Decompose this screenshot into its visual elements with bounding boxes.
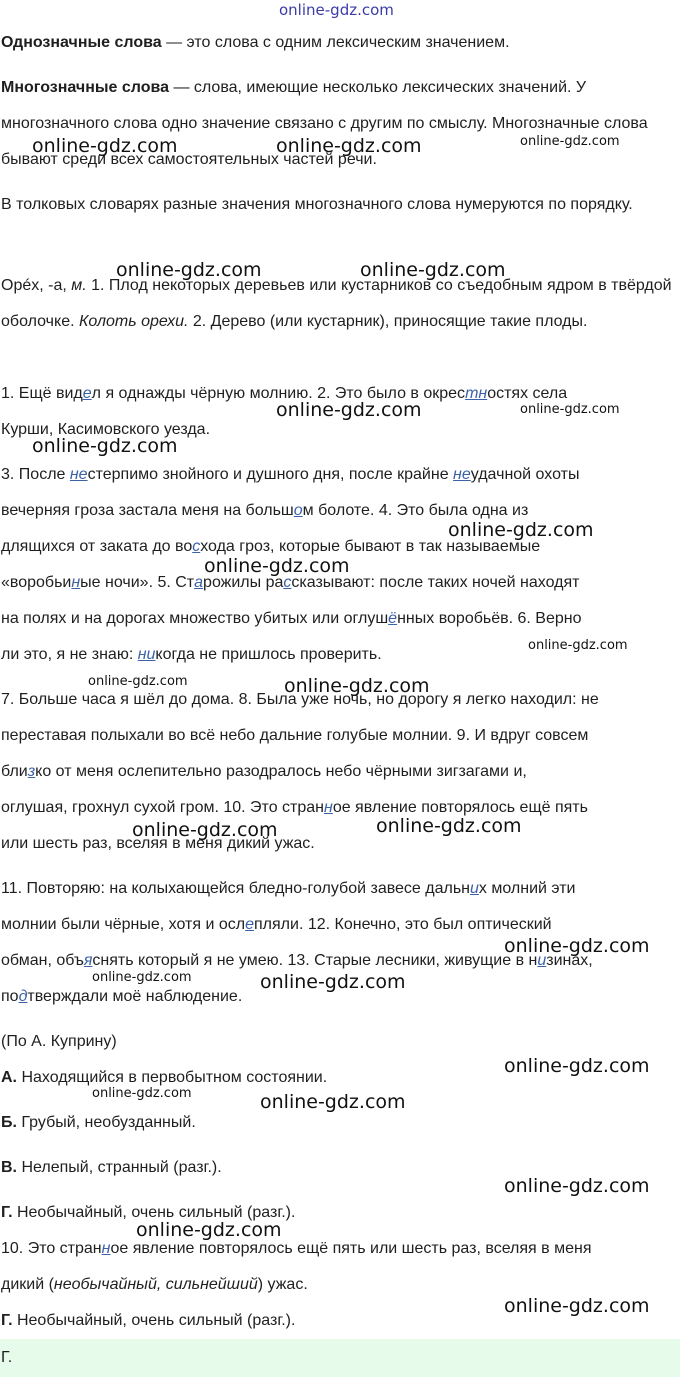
option-text: Необычайный, очень сильный (разг.). (12, 1312, 296, 1329)
text-segment: вечерняя гроза застала меня на больш (1, 502, 294, 519)
watermark: online-gdz.com (448, 519, 594, 541)
text-segment: переставая полыхали во всё небо дальние голубые молнии. 9. И вдруг совсем (1, 727, 589, 744)
highlighted-letter: а (194, 574, 204, 591)
text-segment: 7. Больше часа я шёл до дома. 8. Была уже ночь, но дорогу я легко находил: не (1, 691, 599, 708)
option-letter: А. (1, 1069, 17, 1086)
option-letter: Г. (1, 1204, 13, 1221)
answer-bar (0, 1339, 680, 1377)
watermark: online-gdz.com (376, 815, 522, 837)
sentence-10-emphasis: необычайный, сильнейший (53, 1276, 258, 1293)
text-segment: по (1, 988, 19, 1005)
entry-example: Колоть орехи. (78, 313, 189, 330)
highlighted-letter: с (192, 538, 201, 555)
watermark: online-gdz.com (136, 1219, 282, 1241)
attribution: (По А. Куприну) (1, 1033, 117, 1050)
text-segment: нных воробьёв. 6. Верно (397, 610, 582, 627)
watermark: online-gdz.com (260, 971, 406, 993)
highlighted-letter: ни (137, 646, 156, 663)
text-line (1, 754, 527, 790)
definition-monosemous-text: — это слова с одним лексическим значением. (161, 34, 510, 51)
text-segment: л я однажды чёрную молнию. 2. Это было в окрес (91, 385, 466, 402)
text-segment: длящихся от заката до во (1, 538, 193, 555)
text-segment: 11. Повторяю: на колыхающейся бледно-голубой завесе дальн (1, 880, 471, 897)
text-segment: Курши, Касимовского уезда. (1, 421, 211, 438)
text-line (1, 601, 582, 637)
text-segment: рожилы ра (203, 574, 284, 591)
text-segment: когда не пришлось проверить. (155, 646, 382, 663)
text-segment: бли (1, 763, 28, 780)
watermark: online-gdz.com (276, 399, 422, 421)
text-segment: остях села (487, 385, 568, 402)
entry-pos: м. (71, 277, 87, 294)
dictionary-note: В толковых словарях разные значения многозначного слова нумеруются по порядку. (1, 196, 633, 213)
highlighted-letter: с (283, 574, 292, 591)
watermark: online-gdz.com (88, 674, 188, 689)
term-polysemous: Многозначные слова (1, 79, 170, 96)
watermark: online-gdz.com (360, 259, 506, 281)
text-segment: стерпимо знойного и душного дня, после крайне (87, 466, 454, 483)
entry-meaning-1: 1. Плод некоторых деревьев или кустарников со съедобным ядром в твёрдой оболочке. (1, 277, 672, 330)
option-v (1, 1150, 222, 1186)
text-line (1, 871, 575, 907)
option-letter: Б. (1, 1114, 17, 1131)
text-segment: х молний эти (478, 880, 576, 897)
highlighted-letter: н (101, 1240, 111, 1257)
text-segment: удачной охоты (470, 466, 580, 483)
definition-polysemous (1, 70, 673, 178)
highlighted-letter: и (537, 952, 547, 969)
watermark: online-gdz.com (504, 935, 650, 957)
text-segment: тверждали моё наблюдение. (27, 988, 243, 1005)
watermark: online-gdz.com (520, 402, 620, 417)
text-segment: ко от меня ослепительно разодралось небо чёрными зигзагами и, (35, 763, 527, 780)
watermark: online-gdz.com (504, 1055, 650, 1077)
highlighted-letter: тн (465, 385, 488, 402)
text-segment: 1. Ещё вид (1, 385, 83, 402)
watermark: online-gdz.com (276, 135, 422, 157)
sentence-10-text: ) ужас. (257, 1276, 308, 1293)
option-text: Необычайный, очень сильный (разг.). (12, 1204, 296, 1221)
text-segment: на полях и на дорогах множество убитых или оглуш (1, 610, 389, 627)
text-segment: хода гроз, которые бывают в так называемые (200, 538, 541, 555)
option-letter: Г. (1, 1312, 13, 1329)
watermark: online-gdz.com (92, 1086, 192, 1101)
highlighted-letter: я (83, 952, 93, 969)
text-segment: зинах, (546, 952, 593, 969)
watermark: online-gdz.com (284, 675, 430, 697)
definition-polysemous-text: — слова, имеющие несколько лексических значений. У многозначного слова одно значение связано с другим по смыслу. Многозначные слова бывают среди всех самостоятельных частей речи. (1, 79, 648, 168)
text-segment: «воробьи (1, 574, 72, 591)
definition-monosemous (1, 25, 673, 61)
highlighted-letter: не (453, 466, 471, 483)
option-b (1, 1105, 196, 1141)
option-letter: В. (1, 1159, 17, 1176)
text-segment: 3. После (1, 466, 70, 483)
sentence-10-text: 10. Это стран (1, 1240, 102, 1257)
text-segment: ое явление повторялось ещё пять (332, 799, 588, 816)
answer-text: Г. (1, 1349, 13, 1366)
text-segment: сказывают: после таких ночей находят (291, 574, 580, 591)
sentence-10-line-2 (1, 1267, 308, 1303)
text-segment: ли это, я не знаю: (1, 646, 138, 663)
text-segment: обман, объ (1, 952, 84, 969)
option-text: Грубый, необузданный. (16, 1114, 196, 1131)
highlighted-letter: д (18, 988, 28, 1005)
watermark: online-gdz.com (504, 1175, 650, 1197)
watermark: online-gdz.com (32, 435, 178, 457)
text-segment: или шесть раз, вселяя в меня дикий ужас. (1, 835, 315, 852)
option-text: Нелепый, странный (разг.). (17, 1159, 222, 1176)
highlighted-letter: н (71, 574, 81, 591)
sentence-10-text: дикий ( (1, 1276, 54, 1293)
highlighted-letter: з (27, 763, 36, 780)
text-segment: оглушая, грохнул сухой гром. 10. Это стран (1, 799, 324, 816)
watermark: online-gdz.com (260, 1091, 406, 1113)
highlighted-letter: е (82, 385, 92, 402)
text-segment: ые ночи». 5. Ст (80, 574, 195, 591)
sentence-10-line-1 (1, 1231, 592, 1267)
highlighted-letter: ё (388, 610, 398, 627)
dictionary-entry (1, 268, 673, 340)
text-segment: снять который я не умею. 13. Старые лесники, живущие в н (92, 952, 538, 969)
watermark: online-gdz.com (92, 970, 192, 985)
chosen-option (1, 1303, 295, 1339)
watermark: online-gdz.com (132, 819, 278, 841)
text-line (1, 907, 552, 943)
highlighted-letter: не (69, 466, 88, 483)
text-segment: молнии были чёрные, хотя и осл (1, 916, 246, 933)
watermark: online-gdz.com (520, 134, 620, 149)
highlighted-letter: о (293, 502, 303, 519)
sentence-10-text: ое явление повторялось ещё пять или шесть раз, вселяя в меня (110, 1240, 592, 1257)
text-line (1, 718, 588, 754)
watermark: online-gdz.com (528, 638, 628, 653)
text-line (1, 637, 382, 673)
highlighted-letter: н (324, 799, 333, 816)
watermark: online-gdz.com (116, 259, 262, 281)
text-line (1, 457, 579, 493)
watermark: online-gdz.com (504, 1295, 650, 1317)
option-text: Находящийся в первобытном состоянии. (17, 1069, 328, 1086)
watermark: online-gdz.com (32, 135, 178, 157)
text-segment: м болоте. 4. Это была одна из (302, 502, 529, 519)
highlighted-letter: е (245, 916, 255, 933)
highlighted-letter: и (470, 880, 479, 897)
watermark: online-gdz.com (204, 555, 350, 577)
text-segment: пляли. 12. Конечно, это был оптический (254, 916, 552, 933)
entry-meaning-2: 2. Дерево (или кустарник), приносящие такие плоды. (188, 313, 588, 330)
term-monosemous: Однозначные слова (1, 34, 162, 51)
watermark-top: online-gdz.com (279, 1, 394, 19)
entry-head: Орéх, -а, (1, 277, 72, 294)
